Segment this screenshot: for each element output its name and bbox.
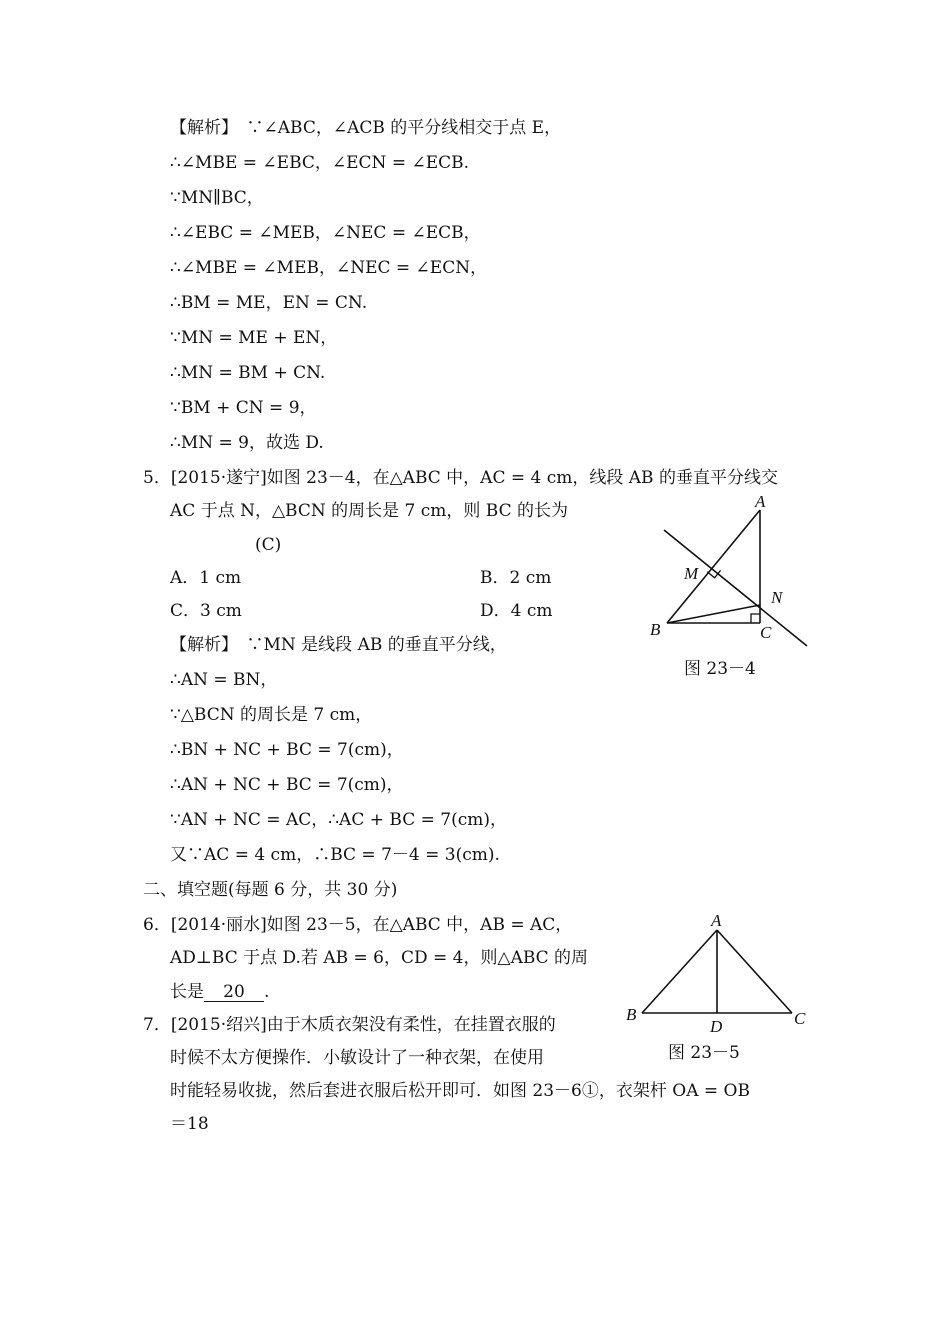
question-6-answer: 20 xyxy=(204,983,264,1002)
question-5-stem-2: AC 于点 N，△BCN 的周长是 7 cm，则 BC 的长为 xyxy=(170,501,569,521)
option-c: C．3 cm xyxy=(170,601,242,621)
option-b: B．2 cm xyxy=(480,568,552,588)
solution-line: ∴MN = 9，故选 D. xyxy=(170,433,324,453)
solution-line: ∴∠MBE = ∠MEB，∠NEC = ∠ECN， xyxy=(170,258,488,278)
figure-23-5-caption: 图 23－5 xyxy=(668,1043,740,1063)
question-7-stem-3: 时能轻易收拢，然后套进衣服后松开即可．如图 23－6①，衣架杆 OA = OB xyxy=(170,1081,750,1101)
point-label-m: M xyxy=(684,564,699,583)
solution-line: ∴∠EBC = ∠MEB，∠NEC = ∠ECB， xyxy=(170,223,481,243)
solution-line: 【解析】 ∵MN 是线段 AB 的垂直平分线， xyxy=(170,635,507,655)
question-6-prefix: 长是 xyxy=(170,982,204,1002)
solution-line: ∴MN = BM + CN. xyxy=(170,363,326,383)
question-5-stem-1: 5．[2015·遂宁]如图 23－4，在△ABC 中，AC = 4 cm，线段 AB 的垂直平分线交 xyxy=(143,468,778,488)
right-angle-mark-c xyxy=(751,614,760,623)
question-6-stem-2: AD⊥BC 于点 D.若 AB = 6，CD = 4，则△ABC 的周 xyxy=(170,948,589,968)
solution-line: 【解析】 ∵∠ABC，∠ACB 的平分线相交于点 E， xyxy=(170,118,562,138)
solution-line: ∵AN + NC = AC，∴AC + BC = 7(cm)， xyxy=(170,810,507,830)
solution-line: ∵BM + CN = 9， xyxy=(170,398,317,418)
question-6-suffix: . xyxy=(264,982,270,1002)
figure-23-4-caption: 图 23－4 xyxy=(684,659,756,679)
solution-line: ∵MN = ME + EN， xyxy=(170,328,338,348)
segment-ab xyxy=(642,930,717,1013)
question-7-stem-1: 7．[2015·绍兴]由于木质衣架没有柔性，在挂置衣服的 xyxy=(143,1015,556,1035)
point-label-a: A xyxy=(755,492,766,511)
solution-line: 又∵AC = 4 cm，∴BC = 7－4 = 3(cm). xyxy=(170,845,500,865)
point-label-d: D xyxy=(710,1017,723,1036)
question-5-answer: (C) xyxy=(255,535,282,555)
point-label-n: N xyxy=(771,588,783,607)
solution-line: ∴BM = ME，EN = CN. xyxy=(170,293,368,313)
point-label-b: B xyxy=(650,620,661,639)
solution-line: ∴AN = BN， xyxy=(170,670,278,690)
point-label-c: C xyxy=(794,1009,806,1028)
question-7-stem-2: 时候不太方便操作．小敏设计了一种衣架，在使用 xyxy=(170,1048,544,1068)
figure-23-4 xyxy=(640,488,820,648)
perpendicular-bisector-mn xyxy=(664,530,807,646)
question-6-stem-1: 6．[2014·丽水]如图 23－5，在△ABC 中，AB = AC， xyxy=(143,915,573,935)
solution-line: ∵△BCN 的周长是 7 cm， xyxy=(170,705,373,725)
point-label-c: C xyxy=(760,623,772,642)
point-label-a: A xyxy=(711,911,722,930)
option-d: D．4 cm xyxy=(480,601,553,621)
solution-line: ∴AN + NC + BC = 7(cm)， xyxy=(170,775,404,795)
section-heading: 二、填空题(每题 6 分，共 30 分) xyxy=(143,880,398,900)
solution-line: ∵MN∥BC， xyxy=(170,188,264,208)
segment-bn xyxy=(667,605,760,623)
segment-ac xyxy=(717,930,792,1013)
question-7-stem-4: ＝18 xyxy=(170,1114,209,1134)
solution-line: ∴∠MBE = ∠EBC，∠ECN = ∠ECB. xyxy=(170,153,470,173)
figure-23-5 xyxy=(622,908,812,1038)
option-a: A．1 cm xyxy=(170,568,242,588)
segment-ab xyxy=(667,510,760,623)
point-label-b: B xyxy=(626,1005,637,1024)
solution-line: ∴BN + NC + BC = 7(cm)， xyxy=(170,740,404,760)
question-6-stem-3 xyxy=(170,981,269,1003)
